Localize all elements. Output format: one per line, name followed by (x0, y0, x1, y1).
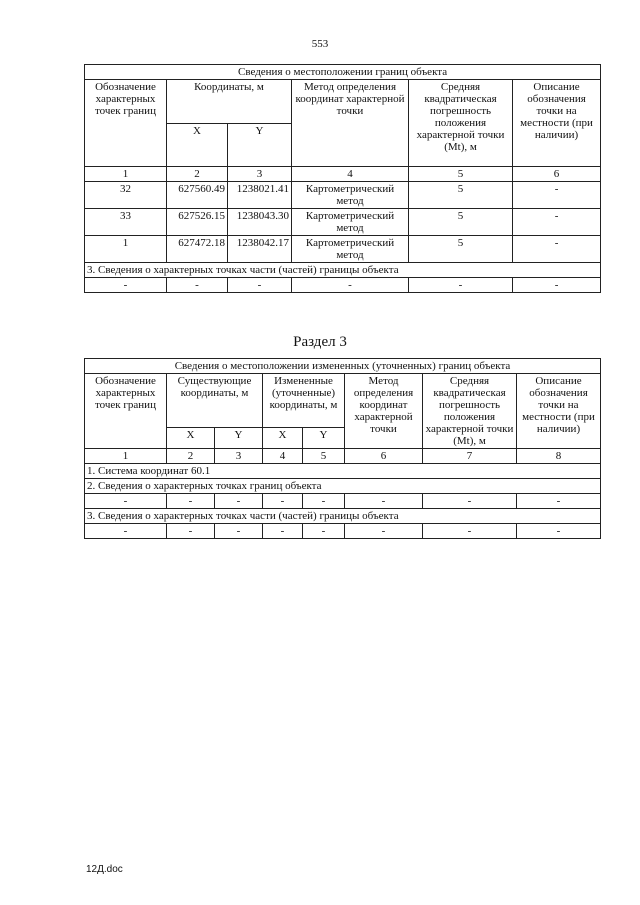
description: - (513, 182, 601, 209)
dash-cell: - (303, 524, 345, 539)
point-id: 33 (85, 209, 167, 236)
dash-cell: - (292, 278, 409, 293)
coord-x: 627472.18 (167, 236, 228, 263)
table-caption: Сведения о местоположении границ объекта (85, 65, 601, 80)
coord-y: 1238021.41 (228, 182, 292, 209)
col-number: 6 (345, 449, 423, 464)
coord-x: 627560.49 (167, 182, 228, 209)
col-number: 8 (517, 449, 601, 464)
dash-cell: - (85, 524, 167, 539)
method: Картометрический метод (292, 182, 409, 209)
col-number: 5 (303, 449, 345, 464)
changed-boundaries-table (84, 358, 601, 539)
description: - (513, 236, 601, 263)
header-coords: Координаты, м (167, 80, 292, 124)
header-error: Средняя квадратическая погрешность положения характерной точки (Mt), м (409, 80, 513, 167)
header-x: X (167, 428, 215, 449)
subsection-heading: 2. Сведения о характерных точках границ объекта (85, 479, 601, 494)
header-method: Метод определения координат характерной точки (345, 374, 423, 449)
col-number: 3 (228, 167, 292, 182)
dash-cell: - (215, 494, 263, 509)
header-description: Описание обозначения точки на местности (при наличии) (513, 80, 601, 167)
col-number: 4 (292, 167, 409, 182)
col-number: 7 (423, 449, 517, 464)
table-caption: Сведения о местоположении измененных (уточненных) границ объекта (85, 359, 601, 374)
method: Картометрический метод (292, 209, 409, 236)
dash-cell: - (345, 494, 423, 509)
dash-cell: - (423, 494, 517, 509)
description: - (513, 209, 601, 236)
subsection-heading: 1. Система координат 60.1 (85, 464, 601, 479)
table-row (85, 236, 601, 263)
dash-cell: - (167, 524, 215, 539)
error: 5 (409, 182, 513, 209)
point-id: 32 (85, 182, 167, 209)
header-y: Y (228, 123, 292, 167)
col-number: 2 (167, 449, 215, 464)
header-error: Средняя квадратическая погрешность положения характерной точки (Mt), м (423, 374, 517, 449)
col-number: 1 (85, 167, 167, 182)
dash-cell: - (263, 494, 303, 509)
subsection-heading: 3. Сведения о характерных точках части (частей) границы объекта (85, 509, 601, 524)
dash-cell: - (263, 524, 303, 539)
col-number: 1 (85, 449, 167, 464)
col-number: 2 (167, 167, 228, 182)
table-row (85, 209, 601, 236)
column-numbers-row (85, 167, 601, 182)
error: 5 (409, 209, 513, 236)
dash-cell: - (167, 494, 215, 509)
dash-row (85, 494, 601, 509)
header-changed-coords: Измененные (уточненные) координаты, м (263, 374, 345, 428)
footer-filename: 12Д.doc (86, 864, 123, 875)
dash-cell: - (215, 524, 263, 539)
dash-cell: - (85, 278, 167, 293)
subsection-heading: 3. Сведения о характерных точках части (частей) границы объекта (85, 263, 601, 278)
header-y: Y (215, 428, 263, 449)
error: 5 (409, 236, 513, 263)
dash-cell: - (517, 494, 601, 509)
dash-cell: - (517, 524, 601, 539)
header-point: Обозначение характерных точек границ (85, 374, 167, 449)
dash-cell: - (167, 278, 228, 293)
header-existing-coords: Существующие координаты, м (167, 374, 263, 428)
header-x: X (167, 123, 228, 167)
method: Картометрический метод (292, 236, 409, 263)
dash-cell: - (345, 524, 423, 539)
dash-cell: - (409, 278, 513, 293)
table-row (85, 182, 601, 209)
col-number: 5 (409, 167, 513, 182)
dash-cell: - (303, 494, 345, 509)
header-x: X (263, 428, 303, 449)
header-description: Описание обозначения точки на местности (при наличии) (517, 374, 601, 449)
column-numbers-row (85, 449, 601, 464)
dash-row (85, 524, 601, 539)
header-point: Обозначение характерных точек границ (85, 80, 167, 167)
coord-y: 1238042.17 (228, 236, 292, 263)
col-number: 3 (215, 449, 263, 464)
boundaries-table (84, 64, 601, 293)
dash-cell: - (513, 278, 601, 293)
point-id: 1 (85, 236, 167, 263)
header-method: Метод определения координат характерной точки (292, 80, 409, 167)
section-title: Раздел 3 (293, 334, 347, 350)
dash-cell: - (85, 494, 167, 509)
coord-y: 1238043.30 (228, 209, 292, 236)
col-number: 4 (263, 449, 303, 464)
coord-x: 627526.15 (167, 209, 228, 236)
header-y: Y (303, 428, 345, 449)
col-number: 6 (513, 167, 601, 182)
page-number: 553 (311, 38, 329, 50)
dash-cell: - (423, 524, 517, 539)
dash-row (85, 278, 601, 293)
dash-cell: - (228, 278, 292, 293)
